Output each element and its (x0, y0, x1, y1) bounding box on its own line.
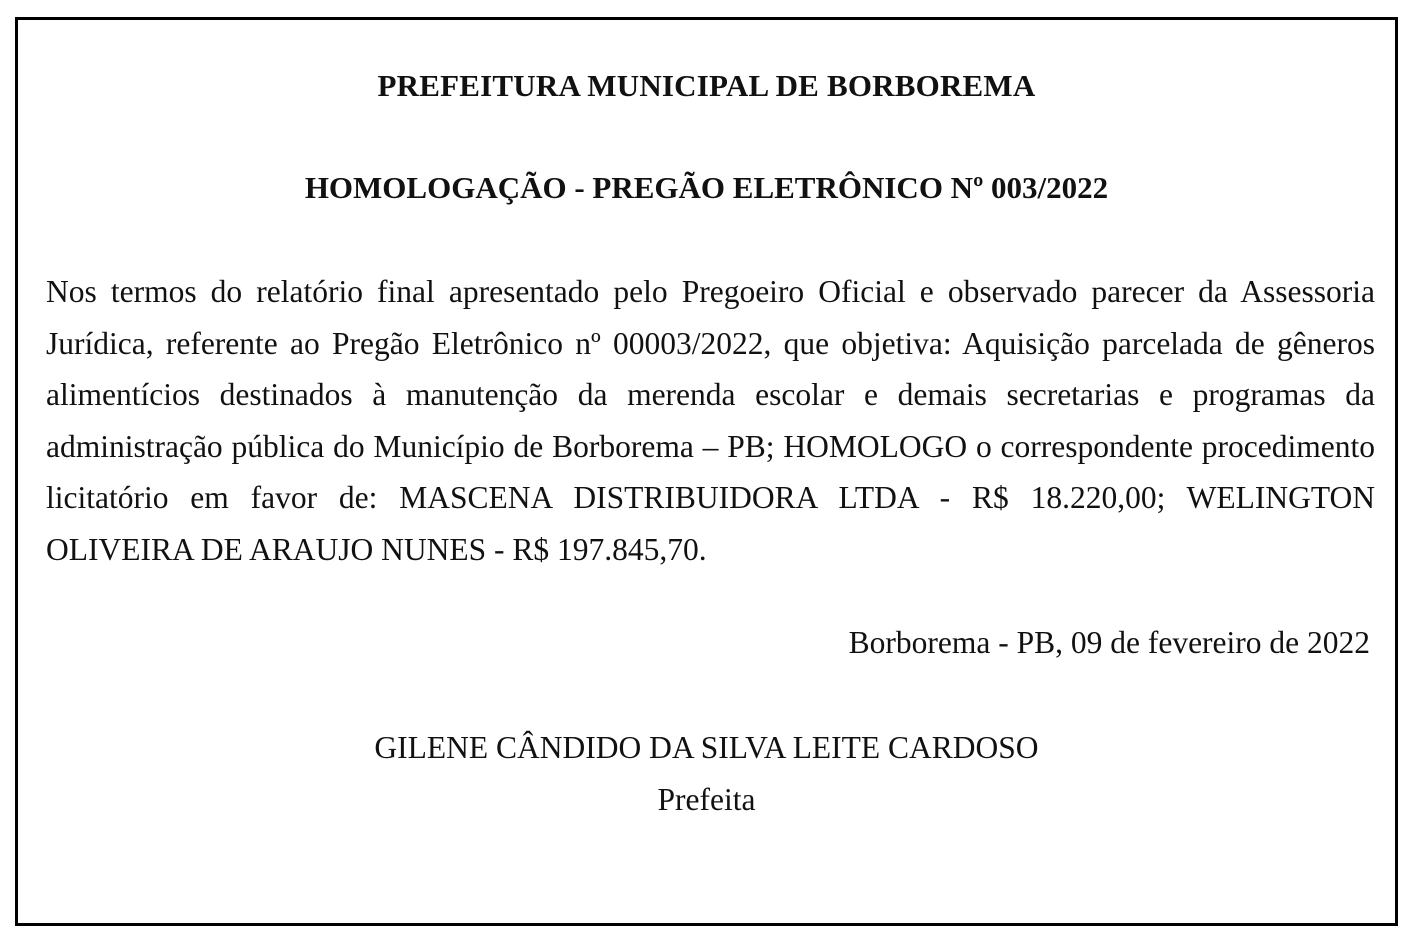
document-title: HOMOLOGAÇÃO - PREGÃO ELETRÔNICO Nº 003/2022 (304, 170, 1109, 205)
date-line: Borborema - PB, 09 de fevereiro de 2022 (848, 625, 1370, 660)
signer-role: Prefeita (657, 782, 756, 817)
body-paragraph: Nos termos do relatório final apresentado pelo Pregoeiro Oficial e observado parecer da Assessoria Jurídica, referente ao Pregão Eletrônico nº 00003/2022, que objetiva: Aquisição parcelada de gêneros alimentícios destinados à manutenção da merenda escolar e demais secretarias e programas da administração pública do Município de Borborema – PB; HOMOLOGO o correspondente procedimento licitatório em favor de: MASCENA DISTRIBUIDORA LTDA - R$ 18.220,00; WELINGTON OLIVEIRA DE ARAUJO NUNES - R$ 197.845,70. (46, 274, 1375, 567)
document-frame (15, 17, 1398, 926)
organization-title: PREFEITURA MUNICIPAL DE BORBOREMA (377, 68, 1036, 103)
signer-name: GILENE CÂNDIDO DA SILVA LEITE CARDOSO (374, 730, 1039, 765)
